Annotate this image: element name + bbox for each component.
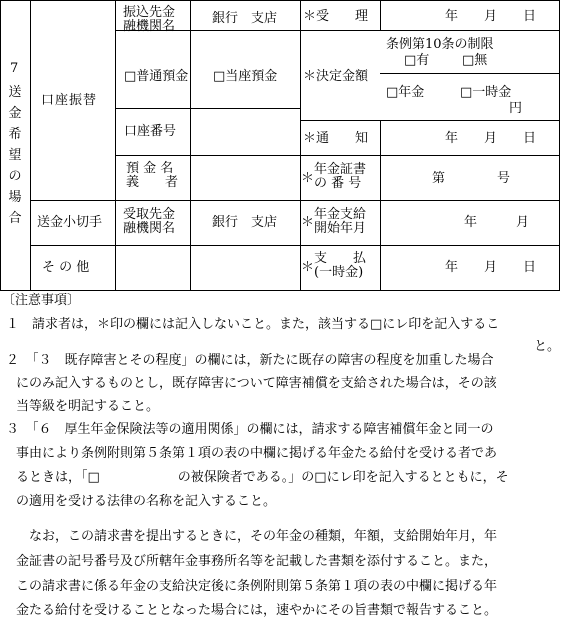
- furikomi-saki-label: [123, 6, 175, 34]
- shiharai-label: [314, 252, 366, 280]
- shiharai-label-line: (一時金): [314, 265, 364, 280]
- note-line: ３ 「６ 厚生年金保険法等の適用関係」の欄には，請求する障害補償年金と同一の: [6, 422, 494, 437]
- note-line: 当等級を明記すること。: [16, 399, 160, 414]
- furikomi-label-line: 融機関名: [123, 19, 176, 34]
- kettei-kingaku-label: ＊決定金額: [303, 69, 369, 84]
- nenkin-checkbox[interactable]: □年金: [386, 85, 425, 100]
- section-title-char: の: [8, 169, 22, 184]
- note-line: 金証書の記号番号及び所轄年金事務所名等を記載した書類を添付すること。また，: [16, 554, 498, 569]
- shikyu-kaishi-label: [314, 208, 366, 236]
- section-title-char: 金: [8, 106, 22, 121]
- note-line: と。: [534, 339, 561, 354]
- uketori-date: 年 月 日: [445, 9, 537, 24]
- uketori-saki-label: [123, 208, 175, 236]
- note-line: １ 請求者は，＊印の欄には記入しないこと。また，該当する□にレ印を記入するこ: [6, 317, 500, 332]
- seigen-label: 条例第10条の制限: [386, 37, 494, 52]
- tsuchi-label: ＊通 知: [303, 131, 369, 146]
- toza-yokin-checkbox[interactable]: □当座預金: [213, 69, 278, 84]
- koza-furikae-label: 口座振替: [41, 93, 98, 108]
- yokin-meigi-line: 義 者: [126, 175, 179, 190]
- note-line: るときは，「□ の被保険者である。」の□にレ印を記入するとともに，そ: [16, 470, 509, 485]
- en-unit: 円: [509, 101, 523, 116]
- futsu-yokin-checkbox[interactable]: □普通預金: [124, 69, 189, 84]
- uketori-label: ＊受 理: [303, 9, 369, 24]
- shosho-number: 第 号: [432, 171, 511, 186]
- note-line: にのみ記入するものとし，既存障害について障害補償を支給された場合は，その該: [16, 376, 497, 391]
- note-line: 事由により条例附則第５条第１項の表の中欄に掲げる年金たる給付を受ける者であ: [16, 446, 498, 461]
- kaishi-label-line: 年金支給: [314, 207, 367, 222]
- sonota-label: そ の 他: [42, 260, 90, 275]
- note-line: なお，この請求書を提出するときに，その年金の種類，年額，支給開始年月，年: [16, 529, 498, 544]
- bank-branch-text-2: 銀行 支店: [212, 215, 278, 230]
- section-title-char: 場: [8, 190, 22, 205]
- kaishi-label-line: 開始年月: [314, 221, 367, 236]
- seigen-nashi-checkbox[interactable]: □無: [462, 53, 488, 68]
- star-mark: ＊: [301, 215, 315, 230]
- yokin-meigi-label: [126, 162, 178, 190]
- section-title-char: 希: [8, 127, 22, 142]
- uketori-label-line: 受取先金: [123, 207, 176, 222]
- tsuchi-date: 年 月 日: [445, 131, 537, 146]
- section-number: 7: [10, 61, 19, 76]
- ichijikin-checkbox[interactable]: □一時金: [460, 85, 512, 100]
- shosho-label-line: の 番 号: [314, 176, 362, 191]
- note-line: この請求書に係る年金の支給決定後に条例附則第５条第１項の表の中欄に掲げる年: [16, 579, 498, 594]
- furikomi-label-line: 振込先金: [123, 5, 176, 20]
- star-mark: ＊: [301, 171, 315, 186]
- shiharai-label-line: 支 払: [314, 251, 367, 266]
- kaishi-year-month: 年 月: [464, 215, 530, 230]
- seigen-ari-checkbox[interactable]: □有: [404, 53, 430, 68]
- uketori-label-line: 融機関名: [123, 221, 176, 236]
- note-line: の適用を受ける法律の名称を記入すること。: [16, 494, 277, 509]
- nenkin-shosho-label: [314, 163, 366, 191]
- section-title-char: 合: [8, 211, 22, 226]
- note-line: ２ 「３ 既存障害とその程度」の欄には，新たに既存の障害の程度を加重した場合: [6, 353, 494, 368]
- sokin-kogitte-label: 送金小切手: [37, 215, 103, 230]
- yokin-meigi-line: 預 金 名: [126, 161, 174, 176]
- section-title-char: 望: [8, 148, 22, 163]
- note-line: 金たる給付を受けることとなった場合には，速やかにその旨書類で報告すること。: [16, 603, 498, 618]
- shiharai-date: 年 月 日: [445, 260, 537, 275]
- shosho-label-line: 年金証書: [314, 162, 367, 177]
- koza-bango-label: 口座番号: [124, 124, 177, 139]
- bank-branch-text: 銀行 支店: [212, 11, 278, 26]
- section-title-char: 送: [8, 85, 22, 100]
- notes-header: 〔注意事項〕: [2, 293, 81, 308]
- star-mark: ＊: [301, 260, 315, 275]
